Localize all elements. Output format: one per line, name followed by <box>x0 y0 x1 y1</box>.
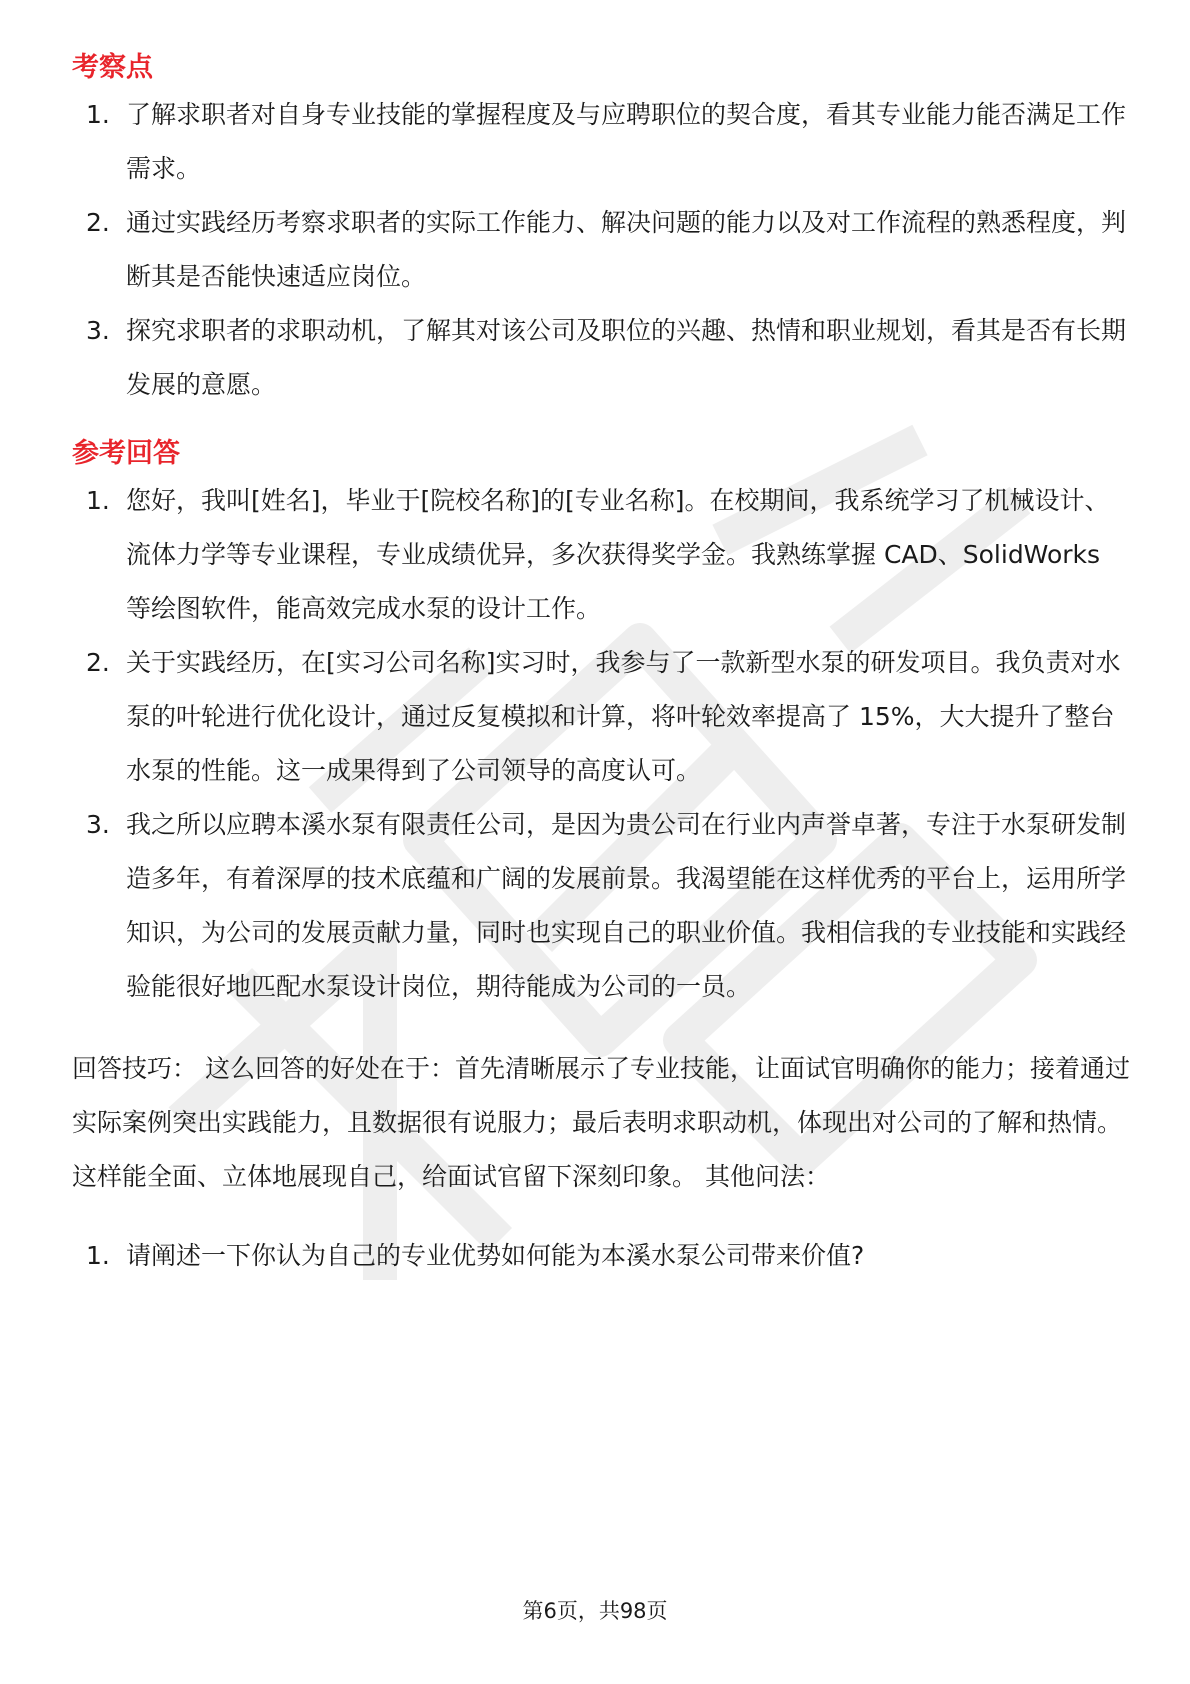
list-item <box>72 474 1132 636</box>
list-item-number: 1. <box>86 100 110 129</box>
list-item <box>72 304 1132 412</box>
section-title-examination-points: 考察点 <box>72 52 153 83</box>
examination-points-list <box>72 88 1132 412</box>
list-item-number: 3. <box>86 810 110 839</box>
list-item-text: 我之所以应聘本溪水泵有限责任公司，是因为贵公司在行业内声誉卓著，专注于水泵研发制造多年，有着深厚的技术底蕴和广阔的发展前景。我渴望能在这样优秀的平台上，运用所学知识，为公司的发展贡献力量，同时也实现自己的职业价值。我相信我的专业技能和实践经验能很好地匹配水泵设计岗位，期待能成为公司的一员。 <box>126 810 1127 1001</box>
list-item <box>72 196 1132 304</box>
list-item-number: 3. <box>86 316 110 345</box>
list-item <box>72 88 1132 196</box>
list-item-number: 2. <box>86 648 110 677</box>
list-item <box>72 1229 1132 1283</box>
document-body <box>72 48 1132 1283</box>
list-item-text: 探究求职者的求职动机，了解其对该公司及职位的兴趣、热情和职业规划，看其是否有长期发展的意愿。 <box>126 316 1127 399</box>
list-item-text: 请阐述一下你认为自己的专业优势如何能为本溪水泵公司带来价值? <box>126 1241 865 1270</box>
section-title-reference-answer: 参考回答 <box>72 438 180 469</box>
list-item-number: 1. <box>86 1241 110 1270</box>
list-item-text: 通过实践经历考察求职者的实际工作能力、解决问题的能力以及对工作流程的熟悉程度，判断其是否能快速适应岗位。 <box>126 208 1127 291</box>
list-item <box>72 636 1132 798</box>
list-item-text: 了解求职者对自身专业技能的掌握程度及与应聘职位的契合度，看其专业能力能否满足工作需求。 <box>126 100 1127 183</box>
list-item-number: 2. <box>86 208 110 237</box>
reference-answer-list <box>72 474 1132 1014</box>
list-item-text: 您好，我叫[姓名]，毕业于[院校名称]的[专业名称]。在校期间，我系统学习了机械设计、流体力学等专业课程，专业成绩优异，多次获得奖学金。我熟练掌握 CAD、SolidWorks 等绘图软件，能高效完成水泵的设计工作。 <box>126 486 1110 623</box>
answer-tips-paragraph: 回答技巧： 这么回答的好处在于：首先清晰展示了专业技能，让面试官明确你的能力；接着通过实际案例突出实践能力，且数据很有说服力；最后表明求职动机，体现出对公司的了解和热情。这样能全面、立体地展现自己，给面试官留下深刻印象。 其他问法： <box>72 1054 1130 1191</box>
other-questions-list <box>72 1229 1132 1283</box>
list-item <box>72 798 1132 1014</box>
list-item-text: 关于实践经历，在[实习公司名称]实习时，我参与了一款新型水泵的研发项目。我负责对水泵的叶轮进行优化设计，通过反复模拟和计算，将叶轮效率提高了 15%，大大提升了整台水泵的性能。这一成果得到了公司领导的高度认可。 <box>126 648 1121 785</box>
list-item-number: 1. <box>86 486 110 515</box>
page-number-footer: 第6页，共98页 <box>522 1599 668 1623</box>
